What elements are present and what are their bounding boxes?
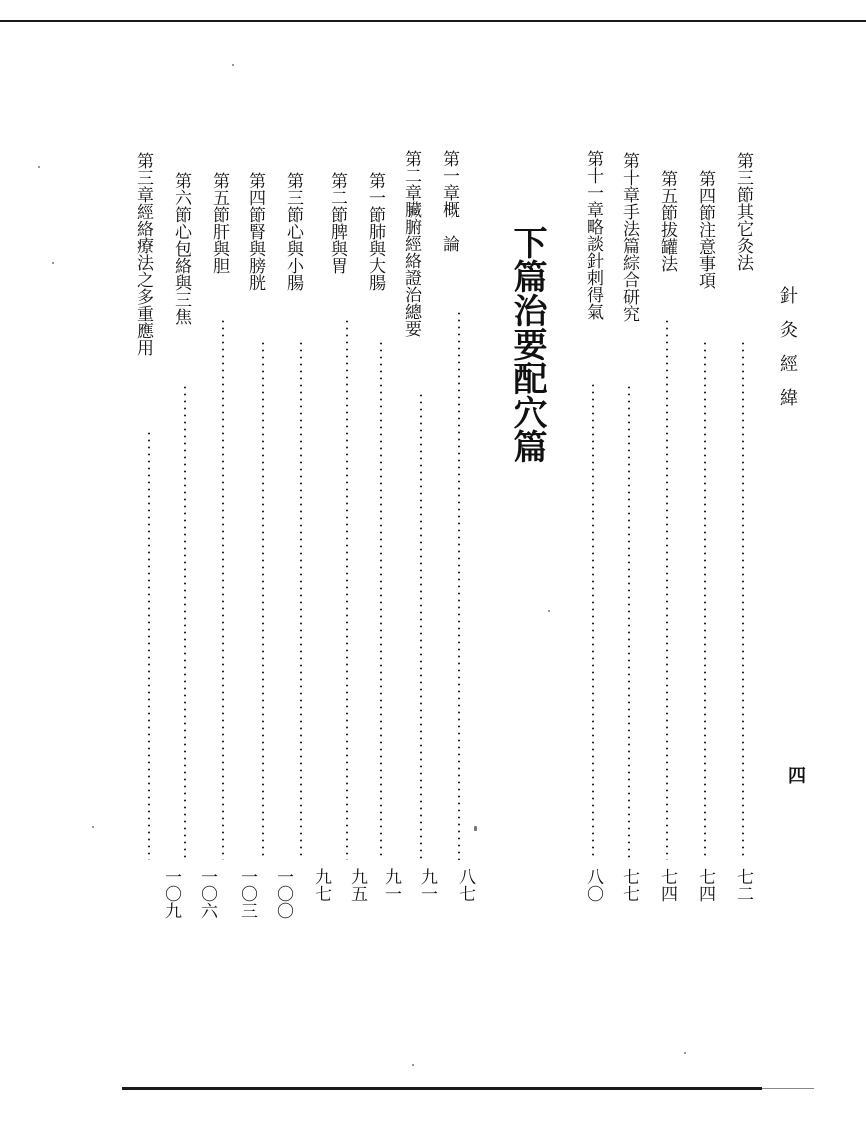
toc-entry-page: 一〇九	[161, 868, 181, 919]
toc-entry-title: 略談針刺得氣	[583, 218, 603, 320]
toc-entry-label: 第五節	[209, 172, 229, 223]
toc-entry-label: 第十章	[619, 152, 639, 203]
part-heading-title: 治要配穴篇	[507, 293, 547, 463]
toc-entry-page: 七七	[619, 868, 639, 902]
toc-entry[interactable]	[438, 150, 460, 252]
toc-entry-page: 九一	[417, 868, 437, 902]
toc-entry[interactable]	[208, 172, 230, 274]
scan-speck	[52, 262, 54, 264]
toc-entry[interactable]	[282, 172, 304, 291]
toc-entry[interactable]	[400, 150, 422, 337]
leader-dots	[628, 384, 630, 860]
toc-entry[interactable]	[732, 152, 754, 271]
toc-entry-title: 心與小腸	[283, 223, 303, 291]
toc-entry-page: 一〇〇	[273, 868, 293, 919]
toc-entry-title: 拔罐法	[657, 221, 677, 272]
leader-dots	[148, 430, 150, 860]
toc-entry-title: 經絡療法之多重應用	[133, 203, 153, 356]
scan-speck	[548, 610, 550, 612]
toc-entry-page: 七四	[657, 868, 677, 902]
leader-dots	[420, 392, 422, 860]
toc-entry-page: 一〇三	[237, 868, 257, 919]
toc-entry[interactable]	[326, 172, 348, 274]
toc-entry-label: 第一節	[365, 172, 385, 223]
leader-dots	[346, 318, 348, 860]
toc-entry-page: 八〇	[583, 868, 603, 902]
leader-dots	[262, 340, 264, 860]
toc-entry[interactable]	[170, 172, 192, 325]
toc-entry-label: 第三章	[133, 152, 153, 203]
page-number: 四	[788, 766, 806, 787]
top-rule	[0, 20, 866, 22]
toc-entry[interactable]	[244, 172, 266, 291]
toc-entry-page: 九一	[381, 868, 401, 902]
scan-speck	[412, 1064, 414, 1066]
leader-dots	[222, 318, 224, 860]
toc-entry[interactable]	[694, 170, 716, 289]
leader-dots	[458, 310, 460, 860]
toc-entry-title: 注意事項	[695, 221, 715, 289]
scan-speck	[474, 826, 477, 831]
part-heading	[506, 225, 546, 463]
leader-dots	[704, 340, 706, 860]
bottom-rule	[122, 1087, 762, 1090]
toc-entry[interactable]	[618, 152, 640, 322]
toc-entry-page: 七二	[733, 868, 753, 902]
running-title: 針灸經緯	[777, 286, 798, 422]
toc-entry-title: 肺與大腸	[365, 223, 385, 291]
leader-dots	[380, 340, 382, 860]
toc-entry-title: 其它灸法	[733, 203, 753, 271]
toc-entry-title: 臟腑經絡證治總要	[401, 201, 421, 337]
scan-speck	[38, 166, 40, 168]
scan-speck	[92, 826, 94, 828]
toc-entry-label: 第二節	[327, 172, 347, 223]
toc-entry-page: 一〇六	[197, 868, 217, 919]
leader-dots	[742, 340, 744, 860]
leader-dots	[592, 382, 594, 860]
part-heading-part: 下篇	[507, 225, 547, 293]
toc-entry-label: 第四節	[245, 172, 265, 223]
toc-entry[interactable]	[656, 170, 678, 272]
toc-entry-page: 九七	[311, 868, 331, 902]
toc-entry-label: 第十一章	[583, 150, 603, 218]
toc-entry[interactable]	[582, 150, 604, 320]
toc-entry-label: 第三節	[733, 152, 753, 203]
toc-entry-title: 脾與胃	[327, 223, 347, 274]
leader-dots	[184, 384, 186, 860]
toc-entry-label: 第五節	[657, 170, 677, 221]
toc-entry-title: 腎與膀胱	[245, 223, 265, 291]
toc-entry-label: 第四節	[695, 170, 715, 221]
toc-entry-page: 九五	[347, 868, 367, 902]
toc-entry[interactable]	[132, 152, 154, 356]
toc-entry-title: 概 論	[439, 201, 459, 252]
bottom-rule-fade	[762, 1088, 814, 1089]
toc-entry-title: 心包絡與三焦	[171, 223, 191, 325]
leader-dots	[300, 340, 302, 860]
toc-entry-label: 第三節	[283, 172, 303, 223]
toc-entry-label: 第六節	[171, 172, 191, 223]
toc-entry-title: 手法篇綜合研究	[619, 203, 639, 322]
scan-speck	[684, 1052, 686, 1054]
toc-entry-label: 第一章	[439, 150, 459, 201]
toc-entry[interactable]	[364, 172, 386, 291]
toc-entry-page: 七四	[695, 868, 715, 902]
scan-speck	[232, 64, 234, 66]
toc-entry-page: 八七	[455, 868, 475, 902]
toc-entry-label: 第二章	[401, 150, 421, 201]
leader-dots	[666, 318, 668, 860]
toc-entry-title: 肝與胆	[209, 223, 229, 274]
